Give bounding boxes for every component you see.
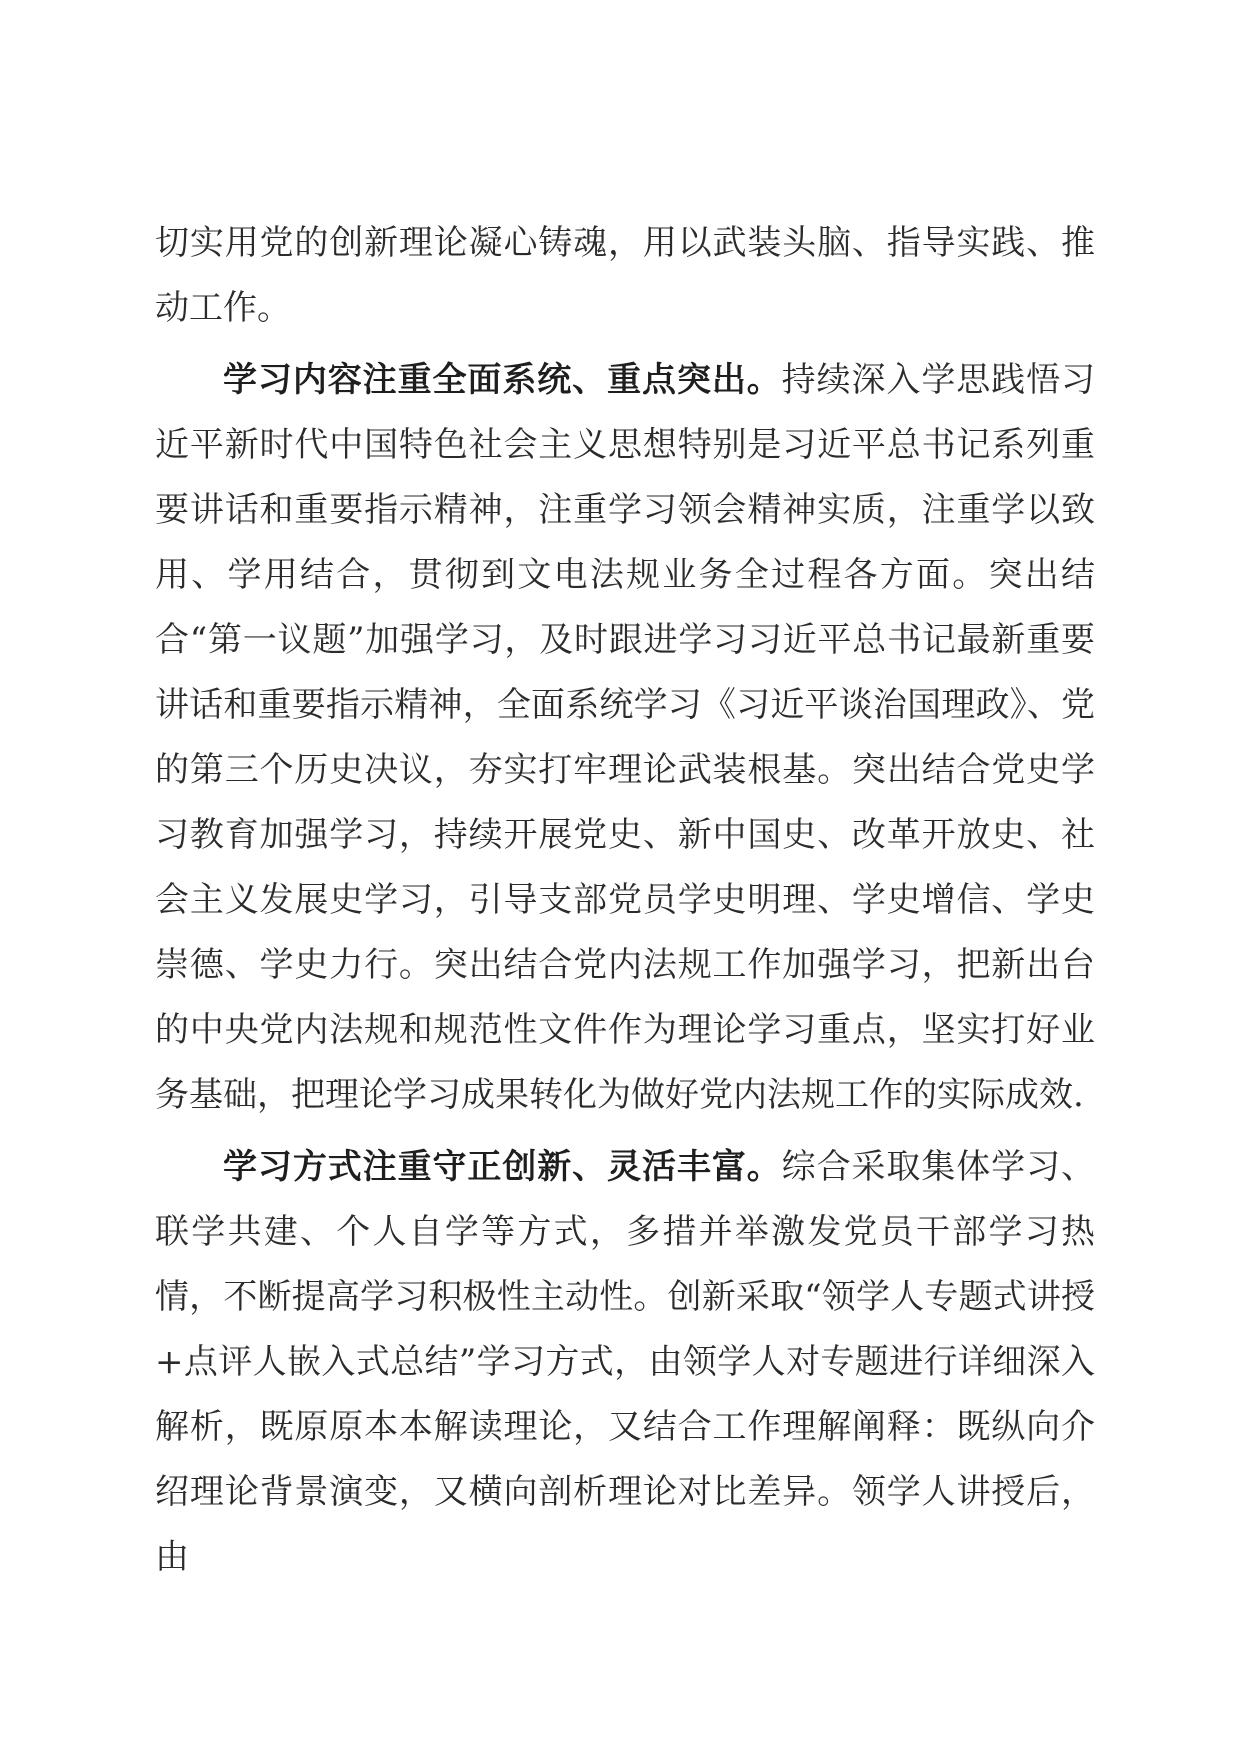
paragraph-learning-content <box>155 348 1095 1128</box>
document-body <box>155 211 1095 1590</box>
paragraph-text: 综合采取集体学习、联学共建、个人自学等方式，多措并举激发党员干部学习热情，不断提高学习积极性主动性。创新采取“领学人专题式讲授+点评人嵌入式总结”学习方式，由领学人对专题进行详细深入解析，既原原本本解读理论，又结合工作理解阐释：既纵向介绍理论背景演变，又横向剖析理论对比差异。领学人讲授后，由 <box>155 1147 1096 1577</box>
paragraph-text: 持续深入学思践悟习近平新时代中国特色社会主义思想特别是习近平总书记系列重要讲话和重要指示精神，注重学习领会精神实质，注重学以致用、学用结合，贯彻到文电法规业务全过程各方面。突出结合“第一议题”加强学习，及时跟进学习习近平总书记最新重要讲话和重要指示精神，全面系统学习《习近平谈治国理政》、党的第三个历史决议，夯实打牢理论武装根基。突出结合党史学习教育加强学习，持续开展党史、新中国史、改革开放史、社会主义发展史学习，引导支部党员学史明理、学史增信、学史崇德、学史力行。突出结合党内法规工作加强学习，把新出台的中央党内法规和规范性文件作为理论学习重点，坚实打好业务基础，把理论学习成果转化为做好党内法规工作的实际成效. <box>155 360 1096 1115</box>
paragraph-text: 切实用党的创新理论凝心铸魂，用以武装头脑、指导实践、推动工作。 <box>155 223 1095 328</box>
paragraph-learning-method <box>155 1135 1095 1590</box>
paragraph-heading: 学习方式注重守正创新、灵活丰富。 <box>223 1147 782 1187</box>
paragraph-heading: 学习内容注重全面系统、重点突出。 <box>223 360 782 400</box>
paragraph-continuation <box>155 211 1095 341</box>
